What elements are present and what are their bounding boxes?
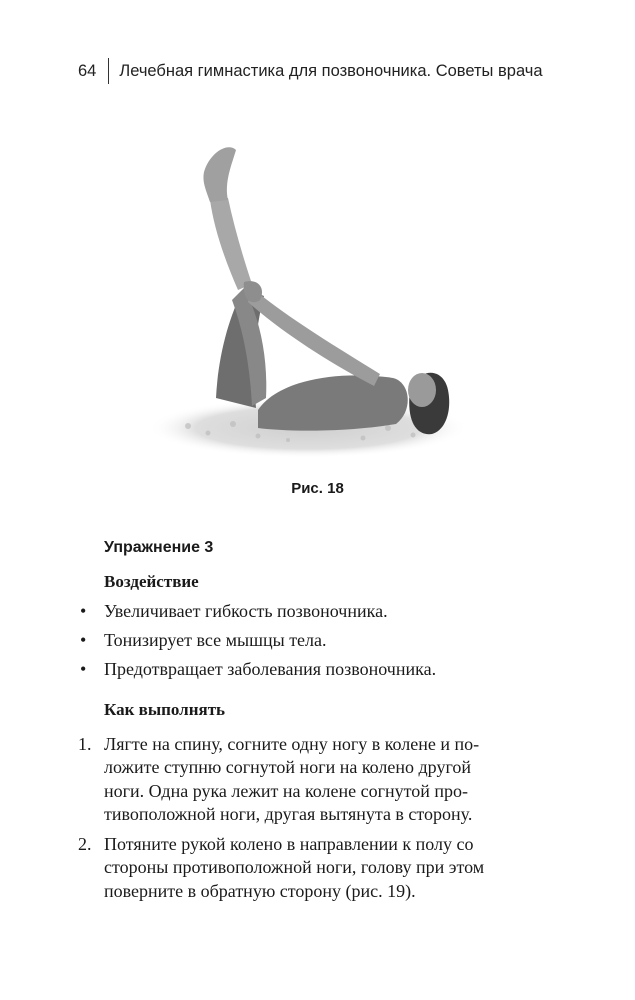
list-item [0, 733, 529, 826]
step-number: 1. [78, 734, 92, 754]
list-item: • Предотвращает заболевания позвоночника. [80, 659, 437, 679]
list-item: • Тонизирует все мышцы тела. [80, 630, 327, 650]
bullet-icon: • [80, 659, 87, 679]
howto-heading: Как выполнять [104, 700, 226, 719]
step-line: тивоположной ноги, другая вытянута в сторону. [104, 803, 473, 824]
head [408, 373, 436, 407]
step-line: Потяните рукой колено в направлении к полу со [104, 834, 474, 855]
list-item [0, 833, 529, 903]
step-line: Лягте на спину, согните одну ногу в колене и по- [104, 734, 480, 754]
step-line: поверните в обратную сторону (рис. 19). [104, 880, 416, 901]
exercise-illustration [148, 128, 466, 460]
step-line: ноги. Одна рука лежит на колене согнутой про- [104, 780, 469, 801]
figure-caption: Рис. 18 [291, 480, 344, 497]
step-line: ложите ступню согнутой ноги на колено другой [104, 757, 472, 778]
steps-list [0, 733, 529, 910]
bullet-icon: • [80, 630, 87, 650]
page-number: 64 [78, 61, 97, 80]
exercise-photo [148, 128, 466, 460]
bullet-icon: • [80, 601, 87, 621]
step-line: стороны противоположной ноги, голову при этом [104, 857, 485, 878]
arms [248, 288, 380, 386]
torso [258, 375, 408, 430]
raised-leg [210, 198, 252, 290]
step-number: 2. [78, 834, 92, 855]
running-title: Лечебная гимнастика для позвоночника. Советы врача [119, 61, 543, 80]
running-header [78, 57, 543, 85]
foot [203, 147, 236, 202]
effect-heading: Воздействие [104, 572, 199, 591]
exercise-title: Упражнение 3 [104, 539, 214, 556]
effects-list [0, 601, 436, 688]
header-divider [108, 58, 109, 84]
list-item: • Увеличивает гибкость позвоночника. [80, 601, 388, 621]
